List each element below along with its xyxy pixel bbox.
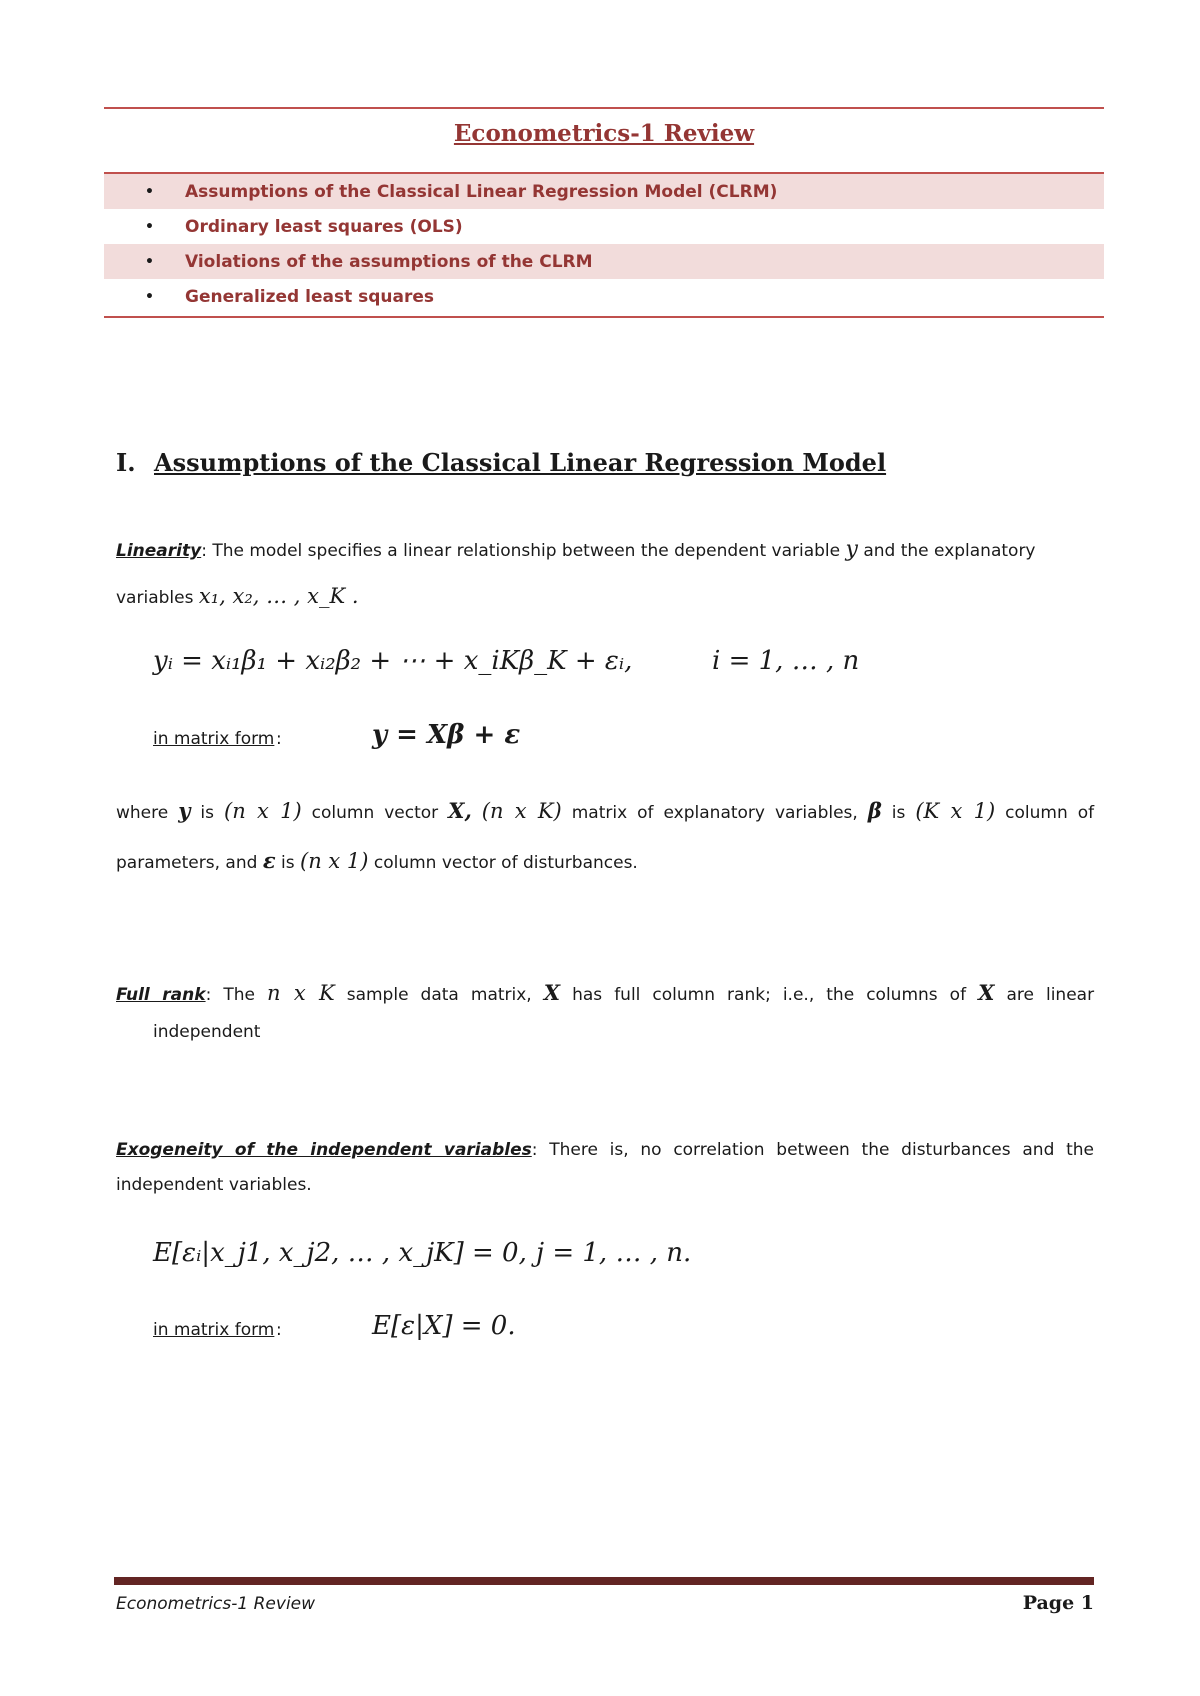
topic-item <box>104 209 1104 244</box>
matrix-form-label <box>153 729 274 749</box>
variables-word: variables <box>116 588 194 608</box>
bullet-icon: • <box>145 218 154 235</box>
bullet-icon: • <box>145 183 154 200</box>
footer-title: Econometrics-1 Review <box>116 1594 316 1614</box>
dim-n-K: n x K <box>267 981 335 1005</box>
params-text: column vector of disturbances. <box>373 853 638 873</box>
full-rank-text: : The <box>205 985 255 1005</box>
bullet-icon: • <box>145 253 154 270</box>
full-rank-label: Full rank <box>116 985 206 1005</box>
header-top-rule <box>104 107 1104 109</box>
topic-label: Generalized least squares <box>185 286 435 307</box>
params-epsilon: ε <box>262 848 276 873</box>
full-rank-text: sample data matrix, <box>346 985 532 1005</box>
bullet-icon: • <box>145 288 154 305</box>
where-text: is <box>891 803 906 823</box>
exogeneity-label: Exogeneity of the independent variables <box>116 1140 532 1160</box>
matrix-form-colon: : <box>276 729 282 749</box>
linearity-text-b: and the explanatory <box>863 541 1036 561</box>
where-paragraph <box>116 798 1094 824</box>
dim-n-1: (n x 1) <box>224 799 302 823</box>
exogeneity-matrix-equation: E[ε|X] = 0. <box>372 1311 516 1341</box>
variables-list: x₁, x₂, … , x_K . <box>198 584 359 608</box>
where-X: X, <box>448 798 472 823</box>
topic-label: Violations of the assumptions of the CLRM <box>185 251 593 272</box>
section-heading <box>116 448 886 477</box>
topic-item <box>104 174 1104 209</box>
params-text: parameters, and <box>116 853 258 873</box>
var-y: y <box>845 537 858 562</box>
matrix-X: X <box>543 980 561 1005</box>
where-text: is <box>200 803 215 823</box>
full-rank-paragraph <box>116 980 1094 1006</box>
linearity-text: : The model specifies a linear relationship between the dependent variable <box>201 541 841 561</box>
topic-label: Assumptions of the Classical Linear Regression Model (CLRM) <box>185 181 778 202</box>
topic-label: Ordinary least squares (OLS) <box>185 216 463 237</box>
section-title: Assumptions of the Classical Linear Regression Model <box>154 448 887 477</box>
linearity-index-range: i = 1, … , n <box>712 646 860 676</box>
topic-item <box>104 244 1104 279</box>
where-y: y <box>178 798 191 823</box>
full-rank-text: has full column rank; i.e., the columns of <box>572 985 967 1005</box>
dim-n-1: (n x 1) <box>300 849 369 873</box>
where-text: matrix of explanatory variables, <box>571 803 858 823</box>
where-text: column vector <box>311 803 439 823</box>
params-text: is <box>281 853 295 873</box>
dim-K-1: (K x 1) <box>915 799 996 823</box>
matrix-form-colon: : <box>276 1320 282 1340</box>
exogeneity-line2: independent variables. <box>116 1175 312 1195</box>
matrix-form-text: in matrix form <box>153 1320 275 1340</box>
linearity-equation: yᵢ = xᵢ₁β₁ + xᵢ₂β₂ + ⋯ + x_iKβ_K + εᵢ, <box>153 646 633 676</box>
full-rank-line2: independent <box>153 1022 261 1042</box>
matrix-form-text: in matrix form <box>153 729 275 749</box>
topic-list <box>104 174 1104 314</box>
linearity-label: Linearity <box>116 541 202 561</box>
exogeneity-index-range: j = 1, … , n. <box>536 1238 692 1268</box>
where-text: where <box>116 803 169 823</box>
matrix-X: X <box>978 980 995 1005</box>
document-title: Econometrics-1 Review <box>453 120 755 147</box>
footer-bar <box>114 1577 1094 1585</box>
topic-item <box>104 279 1104 314</box>
matrix-form-label-2 <box>153 1320 274 1340</box>
where-text: column of <box>1005 803 1095 823</box>
full-rank-text: are linear <box>1006 985 1095 1005</box>
linearity-line2 <box>116 583 1094 609</box>
exogeneity-equation: E[εᵢ|x_j1, x_j2, … , x_jK] = 0, <box>153 1238 527 1268</box>
exogeneity-paragraph <box>116 1140 1094 1161</box>
header-bottom-rule <box>104 316 1104 318</box>
section-number: I. <box>116 448 136 477</box>
linearity-paragraph <box>116 536 1094 564</box>
exogeneity-text: : There is, no correlation between the disturbances and the <box>531 1140 1095 1160</box>
parameters-line <box>116 848 1094 874</box>
dim-n-K: (n x K) <box>481 799 562 823</box>
where-beta: β <box>867 798 882 823</box>
page-number: Page 1 <box>1022 1592 1094 1614</box>
matrix-equation: y = Xβ + ε <box>372 720 521 750</box>
